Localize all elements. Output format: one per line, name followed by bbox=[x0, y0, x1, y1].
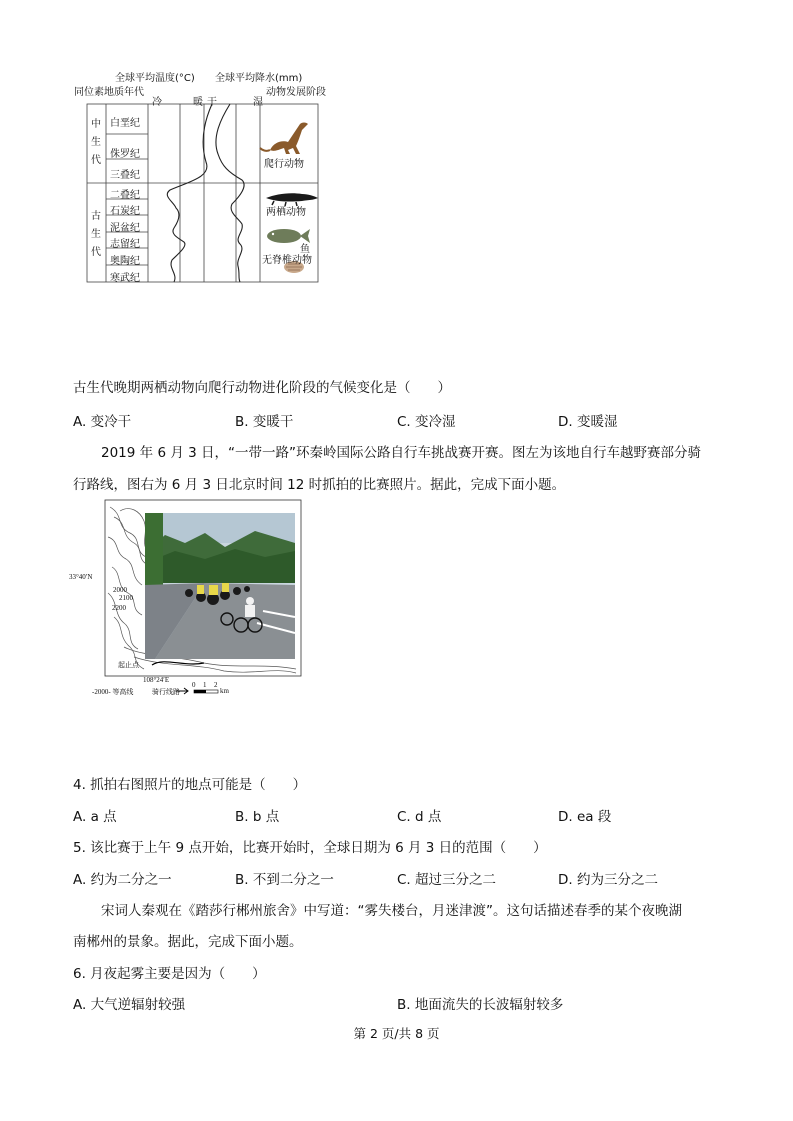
q3-option-a[interactable]: A. 变冷干 bbox=[73, 414, 132, 430]
temp-warm-label: 暖 bbox=[193, 97, 203, 108]
passage2-line1: 宋词人秦观在《踏莎行郴州旅舍》中写道：“雾失楼台，月迷津渡”。这句话描述春季的某个夜晚湖 bbox=[101, 903, 682, 919]
lat-label: 33°40′N bbox=[69, 573, 93, 581]
dinosaur-illustration bbox=[260, 123, 308, 155]
start-end-label: 起止点 bbox=[118, 661, 139, 669]
route-map-figure bbox=[64, 497, 304, 702]
q6-option-b[interactable]: B. 地面流失的长波辐射较多 bbox=[397, 997, 564, 1013]
lon-label: 108°24′E bbox=[143, 676, 170, 684]
q4-option-c[interactable]: C. d 点 bbox=[397, 809, 442, 825]
period-ordovician: 奥陶纪 bbox=[110, 256, 140, 267]
contour-label-2200: 2200 bbox=[112, 604, 126, 612]
precip-dry-label: 干 bbox=[207, 97, 217, 108]
period-cretaceous: 白垩纪 bbox=[110, 118, 140, 129]
age-header: 同位素地质年代 bbox=[74, 87, 144, 98]
passage1-line2: 行路线，图右为 6 月 3 日北京时间 12 时抓拍的比赛照片。据此，完成下面小题。 bbox=[73, 477, 566, 493]
temperature-curve bbox=[167, 104, 212, 282]
page-footer: 第 2 页/共 8 页 bbox=[353, 1026, 440, 1041]
period-devonian: 泥盆纪 bbox=[110, 223, 140, 234]
precip-wet-label: 湿 bbox=[253, 97, 263, 108]
q4-stem: 4. 抓拍右图照片的地点可能是（ ） bbox=[73, 777, 307, 793]
q6-stem: 6. 月夜起雾主要是因为（ ） bbox=[73, 966, 266, 982]
precipitation-curve bbox=[216, 104, 244, 282]
label-fish: 鱼 bbox=[300, 244, 310, 255]
period-carboniferous: 石炭纪 bbox=[110, 206, 140, 217]
temp-header: 全球平均温度(°C) bbox=[115, 73, 195, 84]
q5-option-b[interactable]: B. 不到二分之一 bbox=[235, 872, 334, 888]
race-photo bbox=[145, 513, 295, 659]
label-invertebrate: 无脊椎动物 bbox=[262, 255, 312, 266]
q3-option-b[interactable]: B. 变暖干 bbox=[235, 414, 294, 430]
q3-stem: 古生代晚期两栖动物向爬行动物进化阶段的气候变化是（ ） bbox=[73, 380, 451, 396]
q4-option-b[interactable]: B. b 点 bbox=[235, 809, 280, 825]
legend-route: 骑行线路 bbox=[152, 688, 180, 696]
q4-option-d[interactable]: D. ea 段 bbox=[558, 809, 612, 825]
q3-option-c[interactable]: C. 变冷湿 bbox=[397, 414, 456, 430]
label-amphibian: 两栖动物 bbox=[266, 207, 306, 218]
period-permian: 二叠纪 bbox=[110, 190, 140, 201]
q5-option-a[interactable]: A. 约为二分之一 bbox=[73, 872, 172, 888]
q5-stem: 5. 该比赛于上午 9 点开始，比赛开始时，全球日期为 6 月 3 日的范围（ ） bbox=[73, 840, 547, 856]
label-reptile: 爬行动物 bbox=[264, 159, 304, 170]
scale-0: 0 bbox=[192, 681, 196, 689]
stage-header: 动物发展阶段 bbox=[266, 87, 326, 98]
geologic-time-figure bbox=[70, 62, 340, 292]
q5-option-c[interactable]: C. 超过三分之二 bbox=[397, 872, 497, 888]
period-silurian: 志留纪 bbox=[110, 239, 140, 250]
era-label-mesozoic: 中生代 bbox=[91, 119, 101, 166]
passage1-line1: 2019 年 6 月 3 日，“一带一路”环秦岭国际公路自行车挑战赛开赛。图左为该地自行车越野赛部分骑 bbox=[101, 445, 701, 461]
q6-option-a[interactable]: A. 大气逆辐射较强 bbox=[73, 997, 186, 1013]
scale-2: 2 bbox=[214, 681, 218, 689]
q4-option-a[interactable]: A. a 点 bbox=[73, 809, 117, 825]
scale-km: km bbox=[220, 687, 229, 695]
passage2-line2: 南郴州的景象。据此，完成下面小题。 bbox=[73, 934, 303, 950]
period-cambrian: 寒武纪 bbox=[110, 273, 140, 284]
legend-contour: -2000- 等高线 bbox=[92, 688, 134, 696]
period-triassic: 三叠纪 bbox=[110, 170, 140, 181]
q5-option-d[interactable]: D. 约为三分之二 bbox=[558, 872, 658, 888]
era-label-paleozoic: 古生代 bbox=[91, 211, 101, 258]
period-jurassic: 侏罗纪 bbox=[110, 149, 140, 160]
contour-label-2000: 2000 bbox=[113, 586, 127, 594]
precip-header: 全球平均降水(mm) bbox=[215, 73, 303, 84]
q3-option-d[interactable]: D. 变暖湿 bbox=[558, 414, 618, 430]
contour-label-2100: 2100 bbox=[119, 594, 133, 602]
temp-cold-label: 冷 bbox=[152, 97, 162, 108]
scale-1: 1 bbox=[203, 681, 207, 689]
